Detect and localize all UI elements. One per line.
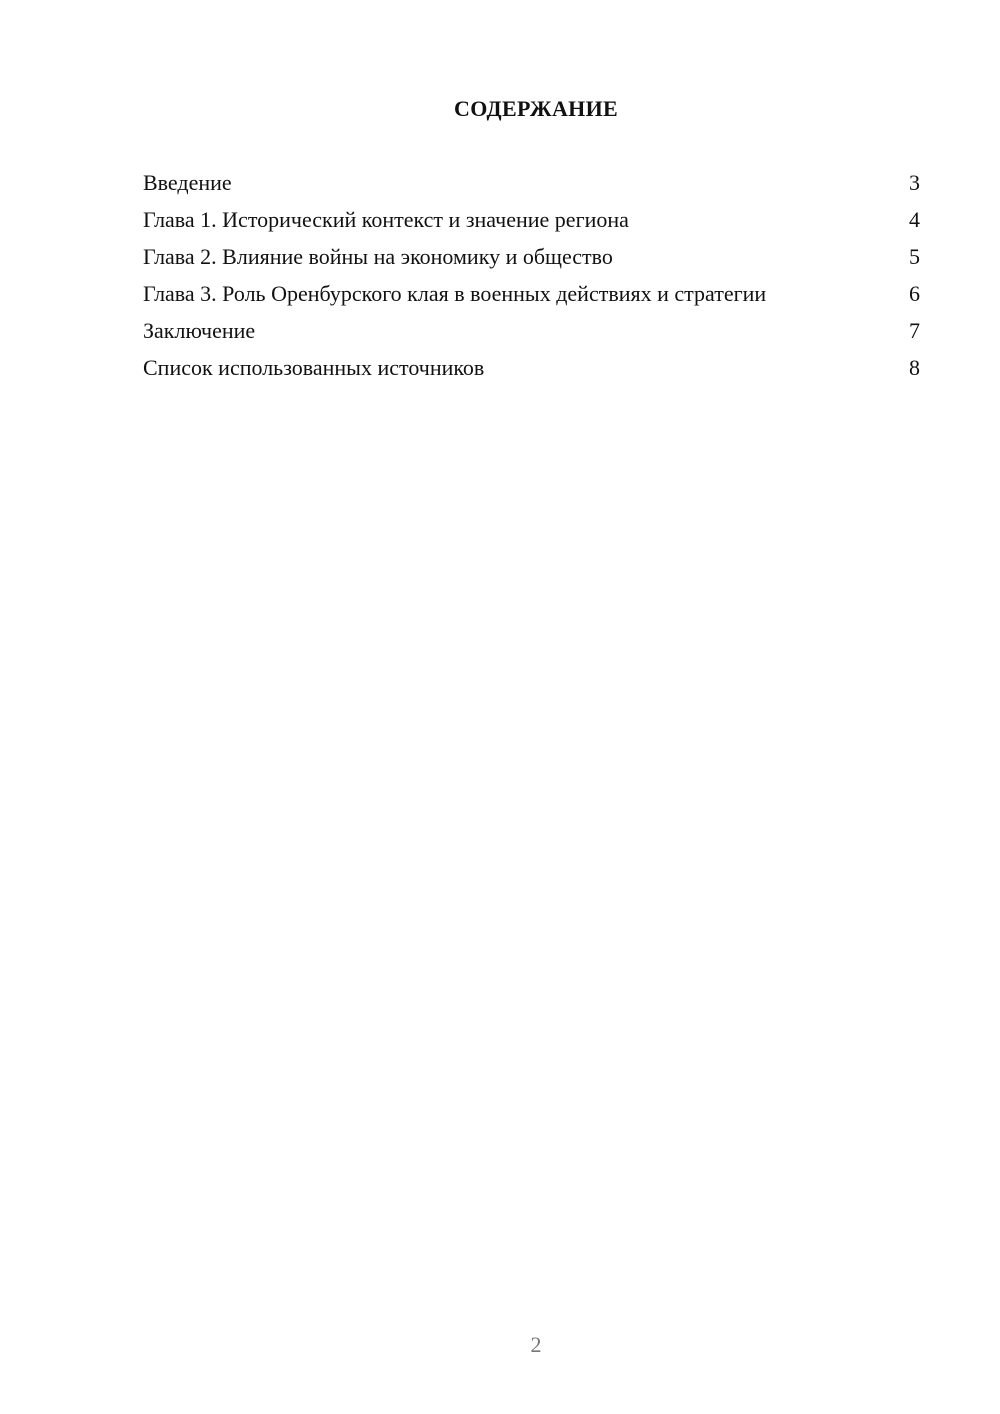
page-number: 2 [530,1332,542,1357]
toc-entry-chapter-2 [143,244,920,270]
toc-entry-conclusion [143,318,920,344]
toc-entry-page: 7 [909,318,920,343]
toc-entry-label: Введение [143,170,232,195]
toc-entry-label: Заключение [143,318,256,343]
toc-heading: СОДЕРЖАНИЕ [454,96,618,121]
toc-entry-page: 3 [909,170,920,195]
toc-entry-chapter-1 [143,207,920,233]
toc-entry-page: 4 [909,207,920,232]
toc-entry-chapter-3 [143,281,920,307]
toc-entry-introduction [143,170,920,196]
toc-entry-label: Глава 3. Роль Оренбурского клая в военных действиях и стратегии [143,281,767,306]
toc-entry-references [143,355,920,381]
toc-entry-page: 5 [909,244,920,269]
table-of-contents [143,170,920,392]
toc-entry-label: Глава 1. Исторический контекст и значение региона [143,207,629,232]
toc-entry-label: Глава 2. Влияние войны на экономику и общество [143,244,613,269]
toc-entry-label: Список использованных источников [143,355,485,380]
toc-entry-page: 8 [909,355,920,380]
toc-entry-page: 6 [909,281,920,306]
